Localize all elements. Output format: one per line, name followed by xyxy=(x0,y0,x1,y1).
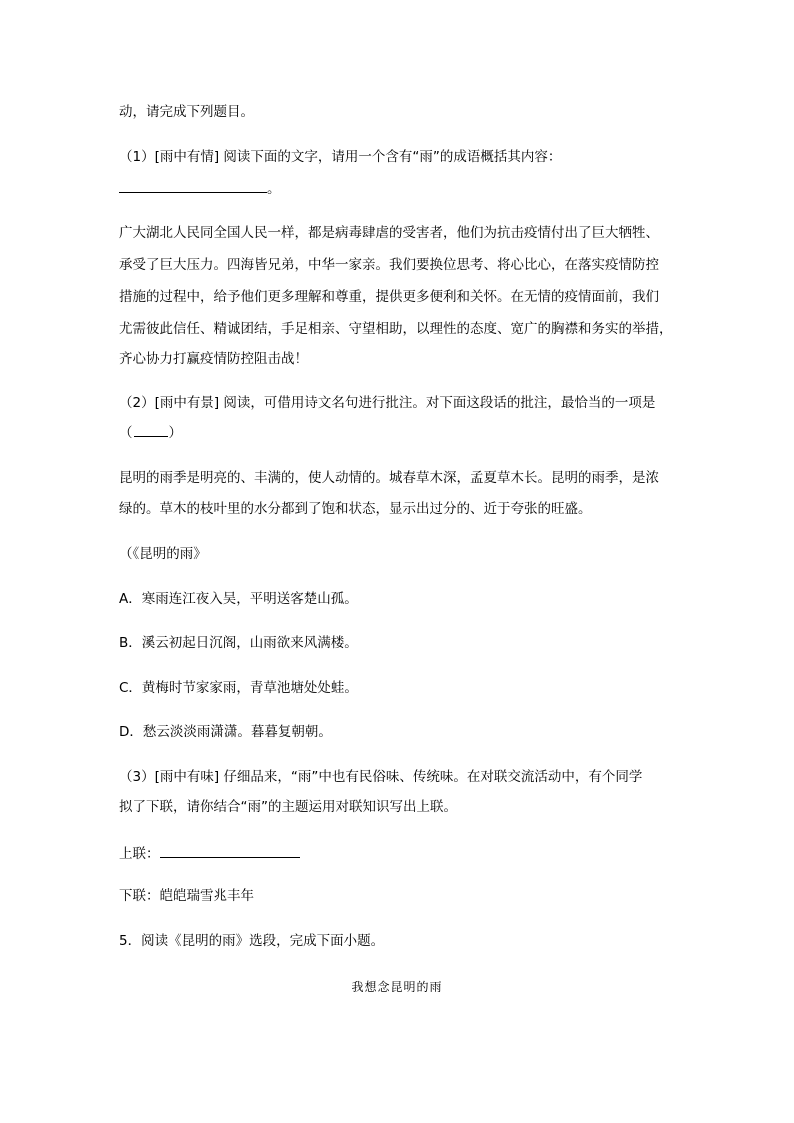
passage-title: 我想念昆明的雨 xyxy=(351,980,443,994)
option-d: D．愁云淡淡雨潇潇。暮暮复朝朝。 xyxy=(119,724,332,740)
upper-couplet-blank[interactable] xyxy=(160,843,300,858)
upper-couplet-label: 上联： xyxy=(119,846,160,862)
passage-2-source: （《昆明的雨》 xyxy=(119,546,207,562)
question-1-prompt: （1）[雨中有情] 阅读下面的文字，请用一个含有“雨”的成语概括其内容： xyxy=(119,149,562,165)
answer-blank-period: 。 xyxy=(267,181,281,197)
passage-2-line-2: 绿的。草木的枝叶里的水分都到了饱和状态，显示出过分的、近于夸张的旺盛。 xyxy=(119,501,592,517)
passage-1-line-1: 广大湖北人民同全国人民一样，都是病毒肆虐的受害者，他们为抗击疫情付出了巨大牺牲、 xyxy=(119,225,659,241)
passage-1-line-4: 尤需彼此信任、精诚团结，手足相亲、守望相助，以理性的态度、宽广的胸襟和务实的举措， xyxy=(119,321,673,337)
question-2-choice-parens xyxy=(119,424,182,442)
text-line-intro: 动，请完成下列题目。 xyxy=(119,104,254,120)
option-b: B．溪云初起日沉阁，山雨欲来风满楼。 xyxy=(119,635,358,651)
choice-blank[interactable] xyxy=(134,424,168,437)
question-2-prompt: （2）[雨中有景] 阅读，可借用诗文名句进行批注。对下面这段话的批注，最恰当的一项是 xyxy=(119,395,656,411)
option-c: C．黄梅时节家家雨，青草池塘处处蛙。 xyxy=(119,680,358,696)
lower-couplet: 下联：皑皑瑞雪兆丰年 xyxy=(119,888,254,904)
question-3-prompt-line-1: （3）[雨中有味] 仔细品来，“雨”中也有民俗味、传统味。在对联交流活动中，有个同学 xyxy=(119,769,643,785)
option-a: A．寒雨连江夜入吴，平明送客楚山孤。 xyxy=(119,591,358,607)
answer-blank[interactable] xyxy=(119,178,267,193)
question-1-answer-line xyxy=(119,178,281,198)
question-3-prompt-line-2: 拟了下联，请你结合“雨”的主题运用对联知识写出上联。 xyxy=(119,799,457,815)
question-5-heading: 5．阅读《昆明的雨》选段，完成下面小题。 xyxy=(119,933,385,949)
paren-close: ） xyxy=(168,425,182,441)
upper-couplet-line xyxy=(119,843,300,863)
passage-1-line-3: 措施的过程中，给予他们更多理解和尊重，提供更多便利和关怀。在无情的疫情面前，我们 xyxy=(119,289,659,305)
passage-2-line-1: 昆明的雨季是明亮的、丰满的，使人动情的。城春草木深，孟夏草木长。昆明的雨季，是浓 xyxy=(119,470,659,486)
passage-1-line-5: 齐心协力打赢疫情防控阻击战！ xyxy=(119,351,308,367)
passage-1-line-2: 承受了巨大压力。四海皆兄弟，中华一家亲。我们要换位思考、将心比心，在落实疫情防控 xyxy=(119,257,659,273)
paren-open: （ xyxy=(119,425,133,441)
